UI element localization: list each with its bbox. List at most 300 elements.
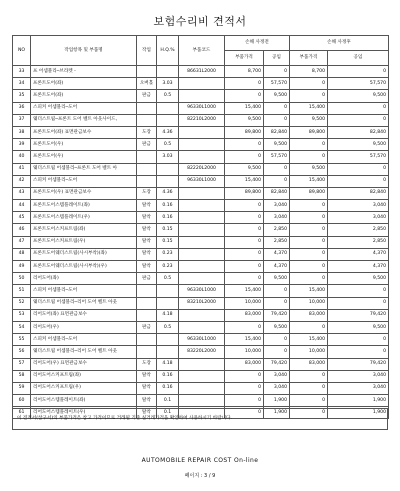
after-parts-price-cell: 89,800	[290, 187, 328, 199]
part-code-cell	[179, 309, 225, 321]
header-no: NO	[13, 36, 31, 66]
row-no-cell: 48	[13, 248, 31, 260]
after-labor-cell: 9,500	[328, 321, 389, 333]
after-parts-price-cell: 0	[290, 407, 328, 419]
before-labor-cell: 3,040	[264, 370, 290, 382]
after-parts-price-cell: 0	[290, 261, 328, 273]
item-name-cell: 웨더스트립─프론트 도어 벨트 아웃사이드,	[31, 114, 137, 126]
after-labor-cell: 3,040	[328, 370, 389, 382]
hq-value-cell	[157, 297, 179, 309]
table-body	[13, 66, 389, 419]
item-name-cell: 프론트도어(좌) 표면관금보수	[31, 126, 137, 138]
before-parts-price-cell: 0	[225, 236, 264, 248]
before-labor-cell: 0	[264, 334, 290, 346]
after-labor-cell: 4,370	[328, 248, 389, 260]
row-no-cell: 56	[13, 346, 31, 358]
before-parts-price-cell: 0	[225, 261, 264, 273]
row-no-cell: 37	[13, 114, 31, 126]
hq-value-cell: 0.5	[157, 273, 179, 285]
after-parts-price-cell: 0	[290, 212, 328, 224]
table-row	[13, 175, 389, 187]
table-row	[13, 248, 389, 260]
after-parts-price-cell: 8,700	[290, 66, 328, 78]
row-no-cell: 61	[13, 407, 31, 419]
after-parts-price-cell: 0	[290, 78, 328, 90]
hq-value-cell: 3.03	[157, 151, 179, 163]
row-no-cell: 50	[13, 273, 31, 285]
hq-value-cell: 0.5	[157, 321, 179, 333]
after-parts-price-cell: 0	[290, 90, 328, 102]
after-labor-cell: 3,040	[328, 212, 389, 224]
part-code-cell	[179, 236, 225, 248]
hq-value-cell: 3.03	[157, 78, 179, 90]
before-labor-cell: 82,840	[264, 126, 290, 138]
row-no-cell: 43	[13, 187, 31, 199]
before-labor-cell: 9,500	[264, 321, 290, 333]
after-labor-cell: 0	[328, 66, 389, 78]
part-code-cell: 96330L1000	[179, 334, 225, 346]
after-labor-cell: 1,900	[328, 407, 389, 419]
before-labor-cell: 9,500	[264, 273, 290, 285]
before-labor-cell: 1,900	[264, 407, 290, 419]
hq-value-cell	[157, 175, 179, 187]
after-parts-price-cell: 9,500	[290, 114, 328, 126]
after-parts-price-cell: 0	[290, 382, 328, 394]
header-after-labor: 공임	[328, 51, 389, 66]
hq-value-cell	[157, 163, 179, 175]
after-labor-cell: 9,500	[328, 273, 389, 285]
before-labor-cell: 0	[264, 285, 290, 297]
hq-value-cell	[157, 114, 179, 126]
work-type-cell: 도장	[137, 187, 157, 199]
row-no-cell: 59	[13, 382, 31, 394]
item-name-cell: 웨더스트립 어셈블리─프론트 도어 벨트 아	[31, 163, 137, 175]
before-parts-price-cell: 83,000	[225, 309, 264, 321]
after-labor-cell: 1,900	[328, 395, 389, 407]
row-no-cell: 55	[13, 334, 31, 346]
part-code-cell	[179, 78, 225, 90]
table-row	[13, 212, 389, 224]
before-parts-price-cell: 9,500	[225, 114, 264, 126]
row-no-cell: 39	[13, 139, 31, 151]
before-labor-cell: 4,370	[264, 261, 290, 273]
after-labor-cell: 3,040	[328, 382, 389, 394]
before-parts-price-cell: 15,400	[225, 102, 264, 114]
work-type-cell	[137, 151, 157, 163]
before-parts-price-cell: 0	[225, 224, 264, 236]
row-no-cell: 53	[13, 309, 31, 321]
after-labor-cell: 2,850	[328, 224, 389, 236]
item-name-cell: 프론트도어스텝플레이트(좌)	[31, 200, 137, 212]
before-parts-price-cell: 0	[225, 139, 264, 151]
before-labor-cell: 79,420	[264, 358, 290, 370]
work-type-cell: 판금	[137, 139, 157, 151]
after-parts-price-cell: 0	[290, 151, 328, 163]
table-row	[13, 309, 389, 321]
after-parts-price-cell: 0	[290, 236, 328, 248]
part-code-cell	[179, 200, 225, 212]
part-code-cell	[179, 370, 225, 382]
row-no-cell: 47	[13, 236, 31, 248]
before-parts-price-cell: 15,400	[225, 175, 264, 187]
item-name-cell: 프론트도어(좌)	[31, 78, 137, 90]
before-labor-cell: 3,040	[264, 200, 290, 212]
work-type-cell: 오버홀	[137, 78, 157, 90]
table-row	[13, 382, 389, 394]
table-header	[13, 36, 389, 66]
part-code-cell	[179, 321, 225, 333]
table-row	[13, 90, 389, 102]
before-labor-cell: 9,500	[264, 90, 290, 102]
before-parts-price-cell: 15,400	[225, 285, 264, 297]
hq-value-cell	[157, 346, 179, 358]
part-code-cell	[179, 224, 225, 236]
part-code-cell	[179, 395, 225, 407]
item-name-cell: 리어도어(좌) 표면관금보수	[31, 309, 137, 321]
before-parts-price-cell: 0	[225, 151, 264, 163]
part-code-cell	[179, 382, 225, 394]
item-name-cell: 스피커 어셈블리─도어	[31, 285, 137, 297]
header-work: 작업	[137, 36, 157, 66]
hq-value-cell: 0.16	[157, 382, 179, 394]
after-labor-cell: 4,370	[328, 261, 389, 273]
before-parts-price-cell: 0	[225, 321, 264, 333]
table-row	[13, 200, 389, 212]
part-code-cell	[179, 126, 225, 138]
part-code-cell: 96330L1000	[179, 175, 225, 187]
after-parts-price-cell: 0	[290, 139, 328, 151]
work-type-cell: 탈착	[137, 370, 157, 382]
table-row	[13, 163, 389, 175]
before-parts-price-cell: 8,700	[225, 66, 264, 78]
work-type-cell	[137, 309, 157, 321]
table-row	[13, 224, 389, 236]
before-parts-price-cell: 10,000	[225, 297, 264, 309]
part-code-cell	[179, 273, 225, 285]
after-parts-price-cell: 10,000	[290, 297, 328, 309]
table-row	[13, 151, 389, 163]
before-labor-cell: 82,840	[264, 187, 290, 199]
hq-value-cell: 4.18	[157, 358, 179, 370]
before-parts-price-cell: 0	[225, 407, 264, 419]
after-labor-cell: 0	[328, 102, 389, 114]
table-row	[13, 187, 389, 199]
work-type-cell: 도장	[137, 126, 157, 138]
before-labor-cell: 9,500	[264, 139, 290, 151]
work-type-cell: 판금	[137, 273, 157, 285]
table-row	[13, 297, 389, 309]
table-row	[13, 139, 389, 151]
row-no-cell: 40	[13, 151, 31, 163]
row-no-cell: 42	[13, 175, 31, 187]
after-labor-cell: 9,500	[328, 139, 389, 151]
row-no-cell: 41	[13, 163, 31, 175]
table-row	[13, 78, 389, 90]
before-labor-cell: 3,040	[264, 212, 290, 224]
before-labor-cell: 4,370	[264, 248, 290, 260]
hq-value-cell: 0.1	[157, 407, 179, 419]
before-labor-cell: 0	[264, 102, 290, 114]
hq-value-cell	[157, 334, 179, 346]
after-parts-price-cell: 15,400	[290, 334, 328, 346]
after-labor-cell: 0	[328, 334, 389, 346]
header-before: 손해 사정전	[225, 36, 290, 51]
before-labor-cell: 0	[264, 66, 290, 78]
before-parts-price-cell: 9,500	[225, 163, 264, 175]
item-name-cell: 프 어셈블리─브라켓 -	[31, 66, 137, 78]
header-code: 부품코드	[179, 36, 225, 66]
part-code-cell	[179, 261, 225, 273]
item-name-cell: 리어도어(우) 표면관금보수	[31, 358, 137, 370]
disclaimer-note: 이 견적서(참구서)의 부품가격은 참고 가격이므로 거래될 기준 실거래가격을 확인하여 사용하시기 바랍니다.	[12, 408, 388, 430]
row-no-cell: 38	[13, 126, 31, 138]
part-code-cell	[179, 187, 225, 199]
work-type-cell: 도장	[137, 358, 157, 370]
row-no-cell: 33	[13, 66, 31, 78]
row-no-cell: 57	[13, 358, 31, 370]
footer-brand: AUTOMOBILE REPAIR COST On-line	[141, 457, 259, 464]
after-labor-cell: 0	[328, 297, 389, 309]
after-parts-price-cell: 15,400	[290, 175, 328, 187]
part-code-cell: 83210L2000	[179, 297, 225, 309]
header-hq: H.Q.%	[157, 36, 179, 66]
row-no-cell: 36	[13, 102, 31, 114]
work-type-cell	[137, 175, 157, 187]
after-labor-cell: 9,500	[328, 90, 389, 102]
work-type-cell	[137, 66, 157, 78]
work-type-cell	[137, 285, 157, 297]
work-type-cell: 판금	[137, 321, 157, 333]
after-parts-price-cell: 0	[290, 200, 328, 212]
work-type-cell	[137, 114, 157, 126]
work-type-cell: 탈착	[137, 261, 157, 273]
item-name-cell: 프론트도어스커프트림(우)	[31, 236, 137, 248]
after-parts-price-cell: 0	[290, 224, 328, 236]
part-code-cell: 83220L2000	[179, 346, 225, 358]
after-labor-cell: 79,420	[328, 358, 389, 370]
before-parts-price-cell: 0	[225, 370, 264, 382]
row-no-cell: 35	[13, 90, 31, 102]
part-code-cell: 86631L2000	[179, 66, 225, 78]
after-labor-cell: 82,840	[328, 187, 389, 199]
before-labor-cell: 0	[264, 297, 290, 309]
part-code-cell	[179, 358, 225, 370]
row-no-cell: 49	[13, 261, 31, 273]
part-code-cell: 82210L2000	[179, 114, 225, 126]
before-parts-price-cell: 0	[225, 200, 264, 212]
hq-value-cell: 0.23	[157, 248, 179, 260]
before-labor-cell: 0	[264, 346, 290, 358]
table-row	[13, 102, 389, 114]
table-row	[13, 126, 389, 138]
after-parts-price-cell: 83,000	[290, 358, 328, 370]
before-labor-cell: 0	[264, 175, 290, 187]
before-labor-cell: 3,040	[264, 382, 290, 394]
before-parts-price-cell: 0	[225, 273, 264, 285]
hq-value-cell	[157, 285, 179, 297]
part-code-cell	[179, 212, 225, 224]
item-name-cell: 프론트도어웨더스트립(사시부착)(우)	[31, 261, 137, 273]
after-parts-price-cell: 0	[290, 321, 328, 333]
document-title: 보험수리비 견적서	[153, 15, 247, 28]
item-name-cell: 프론트도어(우)	[31, 139, 137, 151]
item-name-cell: 웨더스트립 어셈블리─리어 도어 벨트 아웃	[31, 346, 137, 358]
work-type-cell: 탈착	[137, 407, 157, 419]
item-name-cell: 프론트도어(좌)	[31, 90, 137, 102]
row-no-cell: 46	[13, 224, 31, 236]
after-parts-price-cell: 9,500	[290, 163, 328, 175]
after-parts-price-cell: 15,400	[290, 285, 328, 297]
hq-value-cell: 4.36	[157, 187, 179, 199]
after-parts-price-cell: 83,000	[290, 309, 328, 321]
item-name-cell: 리어도어스커프트림(좌)	[31, 370, 137, 382]
item-name-cell: 리어도어스커프트림(우)	[31, 382, 137, 394]
table-row	[13, 273, 389, 285]
header-after-parts-price: 부품가격	[290, 51, 328, 66]
hq-value-cell: 0.15	[157, 236, 179, 248]
after-parts-price-cell: 0	[290, 273, 328, 285]
work-type-cell	[137, 334, 157, 346]
item-name-cell: 프론트도어(우)	[31, 151, 137, 163]
hq-value-cell: 0.5	[157, 139, 179, 151]
item-name-cell: 리어도어(우)	[31, 321, 137, 333]
row-no-cell: 51	[13, 285, 31, 297]
before-parts-price-cell: 0	[225, 212, 264, 224]
hq-value-cell: 0.16	[157, 212, 179, 224]
row-no-cell: 58	[13, 370, 31, 382]
header-item: 작업항목 및 부품명	[31, 36, 137, 66]
part-code-cell	[179, 248, 225, 260]
row-no-cell: 60	[13, 395, 31, 407]
item-name-cell: 스피커 어셈블리─도어	[31, 175, 137, 187]
table-row	[13, 395, 389, 407]
item-name-cell: 스피커 어셈블리─도어	[31, 102, 137, 114]
after-parts-price-cell: 15,400	[290, 102, 328, 114]
item-name-cell: 스피커 어셈블리─도어	[31, 334, 137, 346]
after-labor-cell: 57,570	[328, 78, 389, 90]
before-labor-cell: 2,850	[264, 224, 290, 236]
before-parts-price-cell: 10,000	[225, 346, 264, 358]
work-type-cell: 판금	[137, 90, 157, 102]
work-type-cell: 탈착	[137, 200, 157, 212]
before-parts-price-cell: 83,000	[225, 358, 264, 370]
item-name-cell: 리어도어(좌)	[31, 273, 137, 285]
after-labor-cell: 0	[328, 175, 389, 187]
after-labor-cell: 3,040	[328, 200, 389, 212]
work-type-cell: 탈착	[137, 212, 157, 224]
item-name-cell: 프론트도어스텝플레이트(우)	[31, 212, 137, 224]
after-labor-cell: 82,840	[328, 126, 389, 138]
item-name-cell: 프론트도어스커프트림(좌)	[31, 224, 137, 236]
before-labor-cell: 79,420	[264, 309, 290, 321]
work-type-cell: 탈착	[137, 224, 157, 236]
after-parts-price-cell: 0	[290, 248, 328, 260]
before-labor-cell: 0	[264, 114, 290, 126]
work-type-cell: 탈착	[137, 236, 157, 248]
before-parts-price-cell: 0	[225, 395, 264, 407]
before-labor-cell: 0	[264, 163, 290, 175]
hq-value-cell: 0.15	[157, 224, 179, 236]
header-before-labor: 공임	[264, 51, 290, 66]
item-name-cell: 프론트도어웨더스트립(사시부착)(좌)	[31, 248, 137, 260]
hq-value-cell: 4.36	[157, 126, 179, 138]
work-type-cell	[137, 346, 157, 358]
before-parts-price-cell: 15,400	[225, 334, 264, 346]
hq-value-cell: 0.16	[157, 370, 179, 382]
table-row	[13, 261, 389, 273]
hq-value-cell: 0.23	[157, 261, 179, 273]
table-row	[13, 334, 389, 346]
after-labor-cell: 0	[328, 346, 389, 358]
after-labor-cell: 0	[328, 285, 389, 297]
before-parts-price-cell: 0	[225, 248, 264, 260]
page-number: 페이지 : 3 / 9	[184, 473, 216, 479]
after-labor-cell: 79,420	[328, 309, 389, 321]
before-labor-cell: 1,900	[264, 395, 290, 407]
table-row	[13, 358, 389, 370]
table-row	[13, 114, 389, 126]
row-no-cell: 44	[13, 200, 31, 212]
after-parts-price-cell: 89,800	[290, 126, 328, 138]
work-type-cell	[137, 102, 157, 114]
before-labor-cell: 2,850	[264, 236, 290, 248]
hq-value-cell: 0.5	[157, 90, 179, 102]
row-no-cell: 45	[13, 212, 31, 224]
estimate-table	[12, 35, 389, 419]
item-name-cell: 리어도어스텝플레이트(우)	[31, 407, 137, 419]
header-after: 손해 사정후	[290, 36, 389, 51]
work-type-cell: 탈착	[137, 248, 157, 260]
before-parts-price-cell: 0	[225, 382, 264, 394]
work-type-cell: 탈착	[137, 382, 157, 394]
table-row	[13, 236, 389, 248]
after-labor-cell: 2,850	[328, 236, 389, 248]
hq-value-cell	[157, 66, 179, 78]
after-labor-cell: 57,570	[328, 151, 389, 163]
part-code-cell	[179, 139, 225, 151]
part-code-cell	[179, 151, 225, 163]
before-labor-cell: 57,570	[264, 151, 290, 163]
work-type-cell	[137, 163, 157, 175]
hq-value-cell: 0.16	[157, 200, 179, 212]
before-parts-price-cell: 0	[225, 78, 264, 90]
table-row	[13, 346, 389, 358]
part-code-cell	[179, 90, 225, 102]
row-no-cell: 34	[13, 78, 31, 90]
before-labor-cell: 57,570	[264, 78, 290, 90]
item-name-cell: 웨더스트립 어셈블리─리어 도어 벨트 아웃	[31, 297, 137, 309]
table-row	[13, 66, 389, 78]
part-code-cell: 96330L1000	[179, 285, 225, 297]
work-type-cell: 탈착	[137, 395, 157, 407]
table-row	[13, 285, 389, 297]
header-before-parts-price: 부품가격	[225, 51, 264, 66]
after-parts-price-cell: 0	[290, 370, 328, 382]
row-no-cell: 52	[13, 297, 31, 309]
table-row	[13, 321, 389, 333]
item-name-cell: 리어도어스텝플레이트(좌)	[31, 395, 137, 407]
hq-value-cell	[157, 102, 179, 114]
item-name-cell: 프론트도어(우) 표면관금보수	[31, 187, 137, 199]
after-labor-cell: 0	[328, 114, 389, 126]
hq-value-cell: 0.1	[157, 395, 179, 407]
hq-value-cell: 4.18	[157, 309, 179, 321]
after-parts-price-cell: 0	[290, 395, 328, 407]
row-no-cell: 54	[13, 321, 31, 333]
part-code-cell: 96330L1000	[179, 102, 225, 114]
table-row	[13, 370, 389, 382]
before-parts-price-cell: 89,800	[225, 126, 264, 138]
